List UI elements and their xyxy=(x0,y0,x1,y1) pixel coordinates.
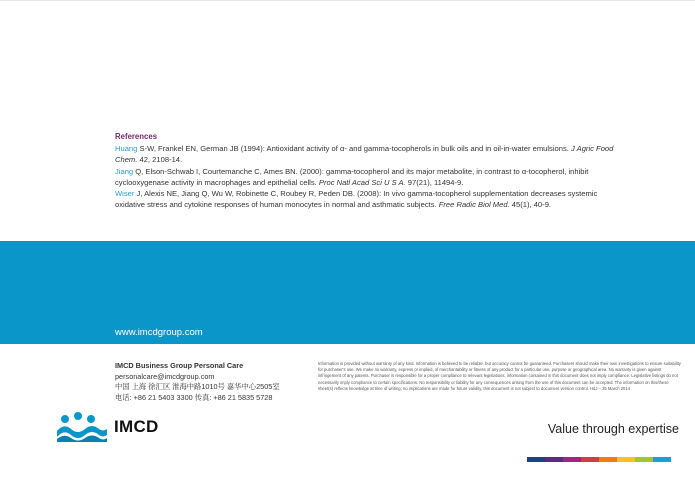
email-link[interactable]: personalcare@imcdgroup.com xyxy=(115,371,215,381)
reference-item xyxy=(115,143,615,165)
reference-journal: Proc Natl Acad Sci U S A. xyxy=(318,177,406,187)
color-bar-segment xyxy=(563,457,581,462)
website-link[interactable]: www.imcdgroup.com xyxy=(115,327,203,338)
references-section xyxy=(115,131,615,210)
blue-banner xyxy=(0,241,695,344)
color-bar-segment xyxy=(635,457,653,462)
color-bar-segment xyxy=(617,457,635,462)
color-bar-segment xyxy=(581,457,599,462)
address-text: 中国 上海 徐汇区 淮海中路1010号 嘉华中心2505室 xyxy=(115,382,280,392)
reference-item xyxy=(115,166,615,188)
brand-color-bar xyxy=(527,457,671,462)
color-bar-segment xyxy=(599,457,617,462)
reference-text: Q, Elson-Schwab I, Courtemanche C, Ames BN. (2000): gamma-tocopherol and its major metabolite, in contrast to α-tocopherol, inhibit cyclooxygenase activity in macrophages and epithelial cells. xyxy=(115,166,589,187)
phone-text: 电话: +86 21 5403 3300 传真: +86 21 5835 5728 xyxy=(115,392,273,402)
top-divider xyxy=(0,0,695,1)
tagline: Value through expertise xyxy=(547,422,679,436)
reference-tail: 42, 2108-14. xyxy=(137,155,183,165)
color-bar-segment xyxy=(653,457,671,462)
reference-text: J, Alexis NE, Jiang Q, Wu W, Robinette C, Roubey R, Peden DB. (2008): In vivo gamma-tocopherol supplementation decreases systemic oxidative stress and cytokine responses of human monocytes in normal and asthmatic subjects. xyxy=(115,189,598,210)
brand-name: IMCD xyxy=(114,417,159,436)
reference-author: Wiser xyxy=(115,189,135,199)
color-bar-segment xyxy=(545,457,563,462)
reference-journal: Free Radic Biol Med. xyxy=(438,200,510,210)
reference-tail: 45(1), 40-9. xyxy=(509,200,552,210)
reference-journal: J Agric Food Chem. xyxy=(115,144,614,165)
organization-name: IMCD Business Group Personal Care xyxy=(115,361,244,370)
reference-author: Huang xyxy=(115,144,138,154)
reference-tail: 97(21), 11494-9. xyxy=(405,177,464,187)
disclaimer-text: Information is provided without warranty of any kind. Information is believed to be reliable, but accuracy cannot be guaranteed. Purchasers should make their own investigations to ensure suitability for purchaser's use. We make no warranty, express or implied, of merchantability or fitness of any product for a particular use, purpose or geographical area. No warranty is given against infringement of any patents. Purchaser is responsible for a proper compliance to relevant legislations, information contained in this document does not imply compliance. Legislative listings do not necessarily imply compliance to certain specifications. No responsibility or liability for any consequences arising from the use of this document can be accepted. The information on this/these sheet(s) reflects knowledge at time of writing; no implications are made for future validity, this document is not subject to document version control. HdJ – 25 March 2014 xyxy=(318,361,681,391)
reference-text: S-W, Frankel EN, German JB (1994): Antioxidant activity of α- and gamma-tocopherols in bulk oils and in oil-in-water emulsions. xyxy=(137,144,572,154)
contact-block xyxy=(115,361,280,403)
reference-item xyxy=(115,188,615,210)
imcd-wave-logo-icon xyxy=(56,411,108,443)
color-bar-segment xyxy=(527,457,545,462)
references-title: References xyxy=(115,132,158,141)
reference-author: Jiang xyxy=(115,166,134,176)
